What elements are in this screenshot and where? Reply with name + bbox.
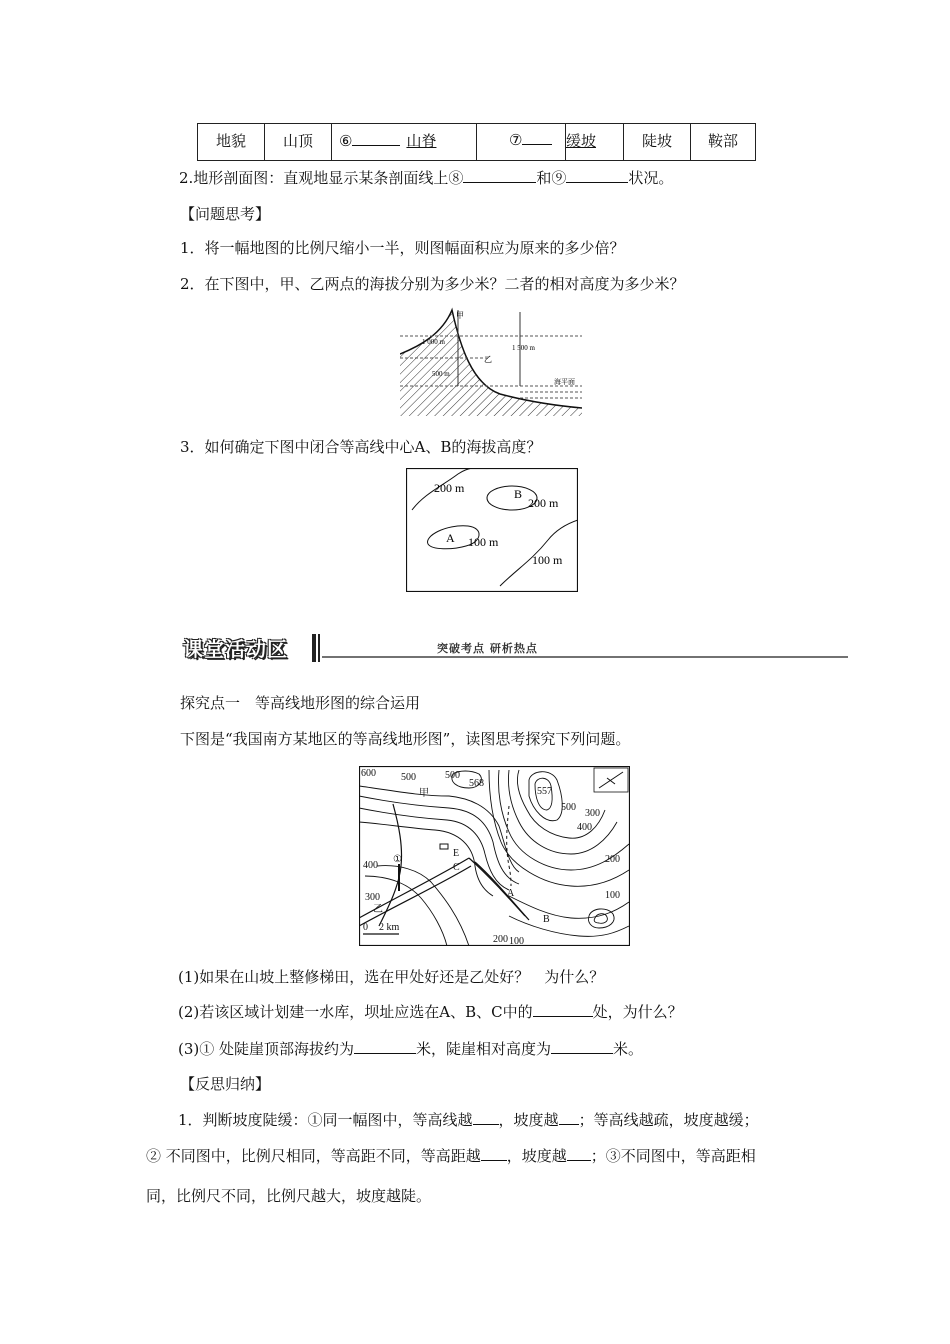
svg-text:甲: 甲	[419, 788, 429, 799]
blank-slope[interactable]	[567, 1146, 591, 1161]
blank-dense[interactable]	[473, 1110, 499, 1125]
blank-6[interactable]	[352, 131, 400, 146]
svg-text:A: A	[507, 888, 515, 899]
table-cell: 地貌	[198, 124, 265, 161]
question-1: 1．将一幅地图的比例尺缩小一半，则图幅面积应为原来的多少倍？	[180, 239, 625, 257]
label-sea-level: 海平面	[554, 378, 575, 386]
reflect-line-1: 1．判断坡度陡缓：①同一幅图中，等高线越 ，坡度越 ；等高线越疏，坡度越缓；	[178, 1111, 759, 1129]
svg-text:E: E	[453, 848, 460, 859]
svg-text:400: 400	[577, 822, 592, 833]
label-1000m: 1 000 m	[422, 338, 445, 346]
blank-steep[interactable]	[559, 1110, 579, 1125]
table-cell: ⑦	[477, 124, 566, 161]
svg-text:①: ①	[393, 854, 402, 865]
blank-9[interactable]	[566, 168, 628, 183]
contour-map	[359, 766, 630, 946]
blank-7[interactable]	[522, 130, 552, 145]
label-1500m: 1 500 m	[512, 344, 535, 352]
profile-definition: 2.地形剖面图：直观地显示某条剖面线上⑧ 和⑨ 状况。	[179, 169, 674, 187]
question-2: 2．在下图中，甲、乙两点的海拔分别为多少米？二者的相对高度为多少米？	[180, 275, 685, 293]
banner-subtitle: 突破考点 研析热点	[437, 642, 538, 655]
svg-text:400: 400	[363, 860, 378, 871]
blank-dam[interactable]	[533, 1002, 593, 1017]
blank-8[interactable]	[463, 168, 536, 183]
blank-cliff-top[interactable]	[354, 1039, 416, 1054]
svg-text:乙: 乙	[373, 904, 383, 915]
svg-text:C: C	[453, 862, 460, 873]
svg-text:500: 500	[561, 802, 576, 813]
section-heading-think: 【问题思考】	[180, 205, 271, 223]
reflect-heading: 【反思归纳】	[180, 1075, 271, 1093]
svg-text:100: 100	[509, 936, 524, 946]
question-3: 3．如何确定下图中闭合等高线中心A、B的海拔高度？	[180, 438, 542, 456]
explore-intro: 下图是“我国南方某地区的等高线地形图”，读图思考探究下列问题。	[180, 730, 631, 748]
banner-bar	[312, 634, 316, 662]
svg-text:500: 500	[401, 772, 416, 783]
label-jia: 甲	[456, 311, 464, 320]
table-cell: ⑥ 山脊	[332, 124, 477, 161]
reflect-line-2: ② 不同图中，比例尺相同，等高距不同，等高距越 ，坡度越 ；③不同图中，等高距相	[146, 1147, 756, 1165]
label-b: B	[514, 487, 523, 501]
profile-figure	[400, 306, 582, 418]
explore-heading: 探究点一 等高线地形图的综合运用	[180, 694, 421, 712]
label-100m-right: 100 m	[532, 553, 563, 567]
svg-text:200: 200	[493, 934, 508, 945]
table-cell: 缓坡	[566, 124, 624, 161]
svg-text:200: 200	[605, 854, 620, 865]
figure-frame	[407, 469, 578, 592]
label-a: A	[446, 531, 455, 545]
label-500m: 500 m	[432, 370, 450, 378]
label-yi: 乙	[484, 355, 492, 364]
svg-text:100: 100	[605, 890, 620, 901]
table-row	[198, 124, 756, 161]
svg-text:300: 300	[585, 808, 600, 819]
table-cell: 鞍部	[691, 124, 756, 161]
svg-text:600: 600	[361, 768, 376, 779]
sub-question-1: (1)如果在山坡上整修梯田，选在甲处好还是乙处好？ 为什么？	[178, 968, 605, 986]
svg-text:500: 500	[445, 770, 460, 781]
svg-text:B: B	[543, 914, 550, 925]
svg-text:0: 0	[363, 922, 368, 933]
svg-text:557: 557	[537, 786, 552, 797]
sub-question-3: (3)① 处陡崖顶部海拔约为 米，陡崖相对高度为 米。	[178, 1040, 644, 1058]
label-200m: 200 m	[434, 481, 465, 495]
reflect-line-3: 同，比例尺不同，比例尺越大，坡度越陡。	[146, 1187, 432, 1205]
svg-text:300: 300	[365, 892, 380, 903]
closed-contour-figure	[406, 468, 578, 592]
table-cell: 山顶	[265, 124, 332, 161]
svg-text:568: 568	[469, 778, 484, 789]
terrain-table	[197, 123, 756, 161]
sub-question-2: (2)若该区域计划建一水库，坝址应选在A、B、C中的 处，为什么？	[178, 1003, 683, 1021]
label-200m-b: 200 m	[528, 496, 559, 510]
svg-text:2 km: 2 km	[379, 922, 400, 933]
label-100m-a: 100 m	[468, 535, 499, 549]
banner-bar	[318, 634, 320, 662]
banner-title: 课堂活动区	[183, 637, 288, 661]
blank-interval[interactable]	[481, 1146, 507, 1161]
blank-cliff-height[interactable]	[551, 1039, 613, 1054]
table-cell: 陡坡	[624, 124, 691, 161]
north-arrow	[594, 768, 628, 792]
